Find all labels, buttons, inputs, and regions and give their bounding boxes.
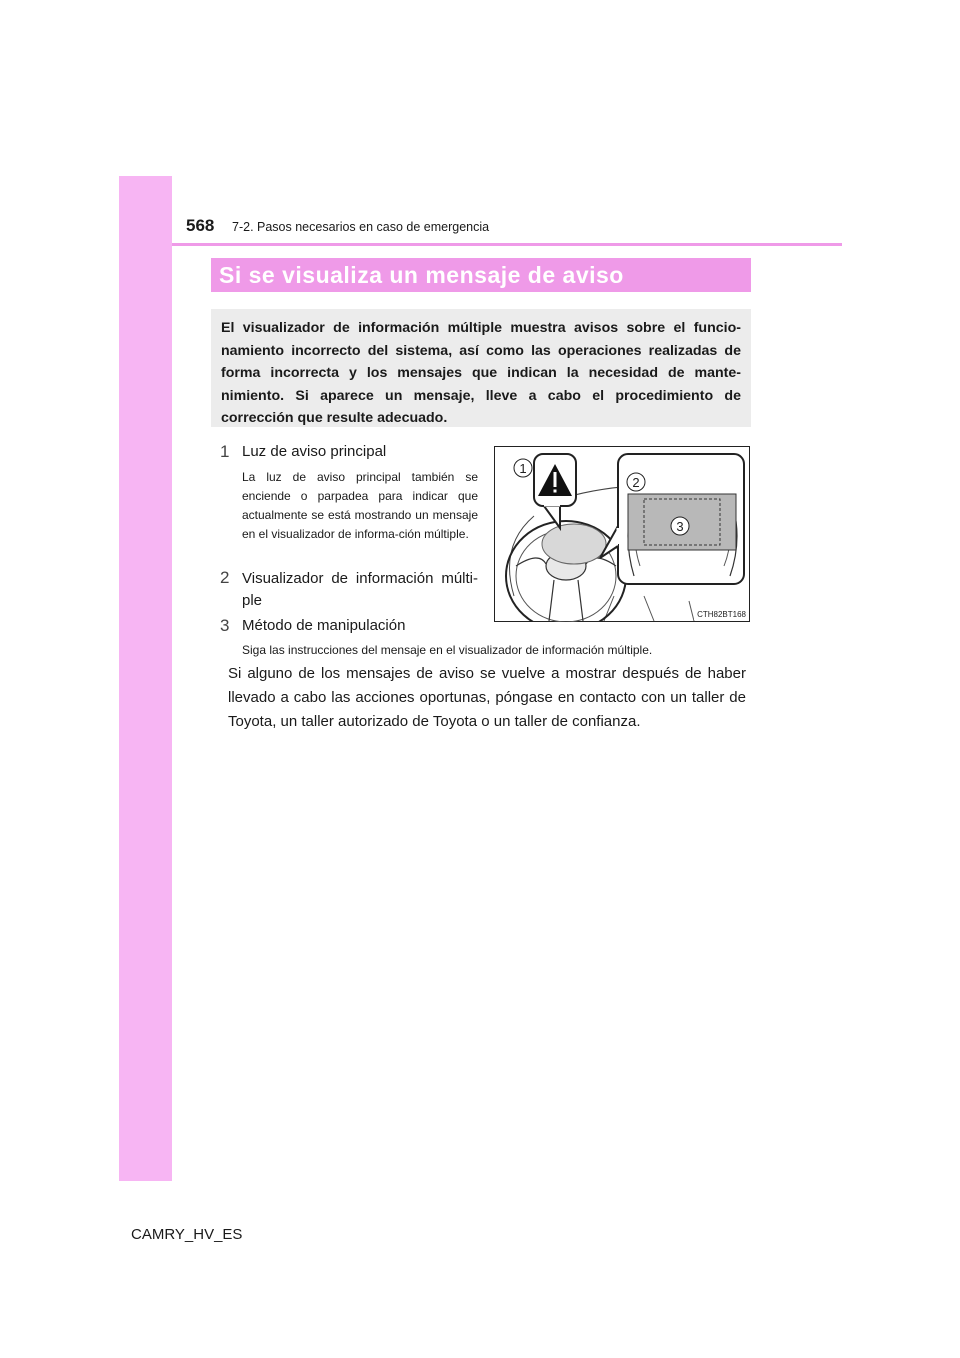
item-title-2: Visualizador de información múlti-ple [242, 570, 478, 609]
callout-1: 1 [519, 461, 527, 476]
item-title-3: Método de manipulación [242, 617, 406, 634]
item-number-2: 2 [220, 568, 230, 587]
section-title: 7-2. Pasos necesarios en caso de emergencia [232, 220, 490, 234]
callout-2: 2 [632, 475, 640, 490]
dashboard-figure [494, 446, 750, 622]
dashboard-illustration [494, 446, 750, 622]
page-title: Si se visualiza un mensaje de aviso [211, 258, 751, 292]
item-desc-3: Siga las instrucciones del mensaje en el visualizador de información múltiple. [242, 643, 653, 657]
header-rule [172, 243, 842, 246]
item-desc-1: La luz de aviso principal también se enciende o parpadea para indicar que actualmente se está mostrando un mensaje en el visualizador de informa-ción múltiple. [242, 470, 478, 541]
page-number: 568 [186, 216, 215, 235]
figure-code: CTH82BT168 [697, 610, 746, 619]
item-number-3: 3 [220, 616, 230, 635]
intro-box: El visualizador de información múltiple muestra avisos sobre el funcio-namiento incorrecto del sistema, así como las operaciones realizadas de forma incorrecta y los mensajes que indican la necesidad de mante-nimiento. Si aparece un mensaje, lleve a cabo el procedimiento de corrección que resulte adecuado. [211, 309, 751, 427]
side-tab [119, 176, 172, 1181]
callout-3: 3 [676, 519, 684, 534]
item-number-1: 1 [220, 442, 230, 461]
footer-model-code: CAMRY_HV_ES [131, 1226, 243, 1243]
item-title-1: Luz de aviso principal [242, 443, 387, 460]
closing-paragraph: Si alguno de los mensajes de aviso se vuelve a mostrar después de haber llevado a cabo las acciones oportunas, póngase en contacto con un taller de Toyota, un taller autorizado de Toyota o un taller de confianza. [228, 665, 746, 730]
